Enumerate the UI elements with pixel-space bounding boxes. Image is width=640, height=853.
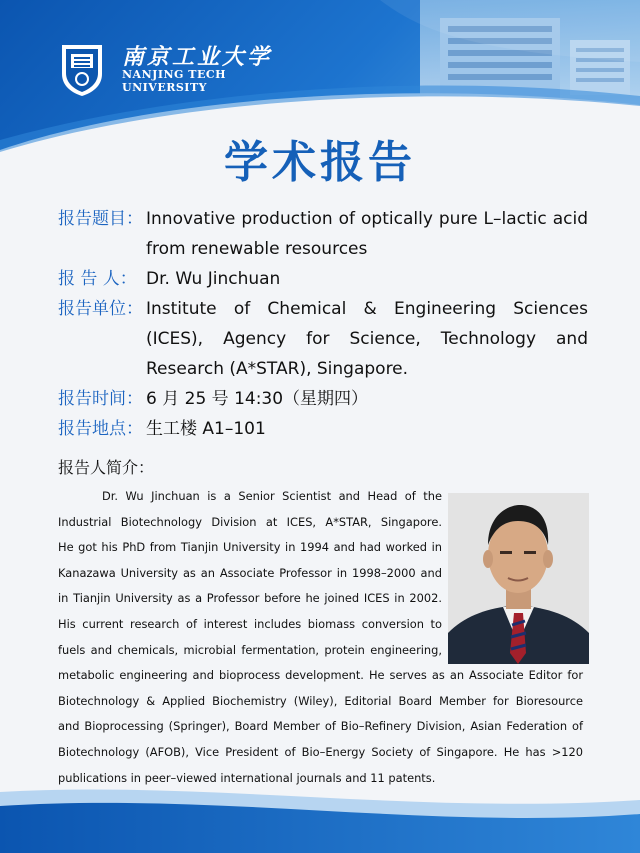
bio-line: Dr. Wu Jinchuan is a Senior Scientist and Head of the <box>102 489 442 503</box>
detail-affiliation <box>58 294 588 384</box>
bio-line: He got his PhD from Tianjin University in 1994 and had worked in <box>58 540 442 555</box>
topic-value: Innovative production of optically pure L–lactic acid from renewable resources <box>146 209 588 259</box>
university-name-en-line2: UNIVERSITY <box>122 81 207 94</box>
bio-text <box>58 484 583 791</box>
bio-line: His current research of interest includes biomass conversion to <box>58 616 442 631</box>
location-value: 生工楼 A1–101 <box>146 419 266 439</box>
university-logo <box>58 42 106 98</box>
bio-line: Biotechnology (AFOB), Vice President of Bio–Energy Society of Singapore. He has >120 <box>58 744 583 759</box>
university-name-en <box>122 68 226 94</box>
university-name-en-line1: NANJING TECH <box>122 68 226 81</box>
lecture-details <box>58 204 588 444</box>
university-name-cn: 南京工业大学 <box>122 44 273 70</box>
bio-heading: 报告人简介： <box>58 458 155 477</box>
speaker-value: Dr. Wu Jinchuan <box>146 269 281 289</box>
bio-line: fuels and chemicals, microbial fermentation, protein engineering, <box>58 642 442 657</box>
detail-location <box>58 414 588 444</box>
topic-label: 报告题目： <box>58 209 143 229</box>
bio-line: metabolic engineering and bioprocess development. He serves as an Associate Editor for <box>58 668 583 683</box>
bio-line: Biotechnology & Applied Biochemistry (Wiley), Editorial Board Member for Bioresource <box>58 693 583 708</box>
time-value: 6 月 25 号 14:30（星期四） <box>146 389 369 409</box>
bio-line: Kanazawa University as an Associate Professor in 1998–2000 and <box>58 565 442 580</box>
footer-wave <box>0 770 640 853</box>
time-label: 报告时间： <box>58 389 143 409</box>
detail-speaker <box>58 264 588 294</box>
speaker-label: 报 告 人： <box>58 269 137 289</box>
bio-line: publications in peer–viewed international journals and 11 patents. <box>58 770 436 785</box>
affiliation-value: Institute of Chemical & Engineering Sciences (ICES), Agency for Science, Technology and Research (A*STAR), Singapore. <box>146 299 588 379</box>
detail-time <box>58 384 588 414</box>
detail-topic <box>58 204 588 264</box>
location-label: 报告地点： <box>58 419 143 439</box>
bio-line: Industrial Biotechnology Division at ICES, A*STAR, Singapore. <box>58 514 442 529</box>
poster-title: 学术报告 <box>224 137 416 188</box>
affiliation-label: 报告单位： <box>58 299 143 319</box>
bio-line: in Tianjin University as a Professor before he joined ICES in 2002. <box>58 591 442 606</box>
bio-line: and Bioprocessing (Springer), Board Member of Bio–Refinery Division, Asian Federation of <box>58 719 583 734</box>
